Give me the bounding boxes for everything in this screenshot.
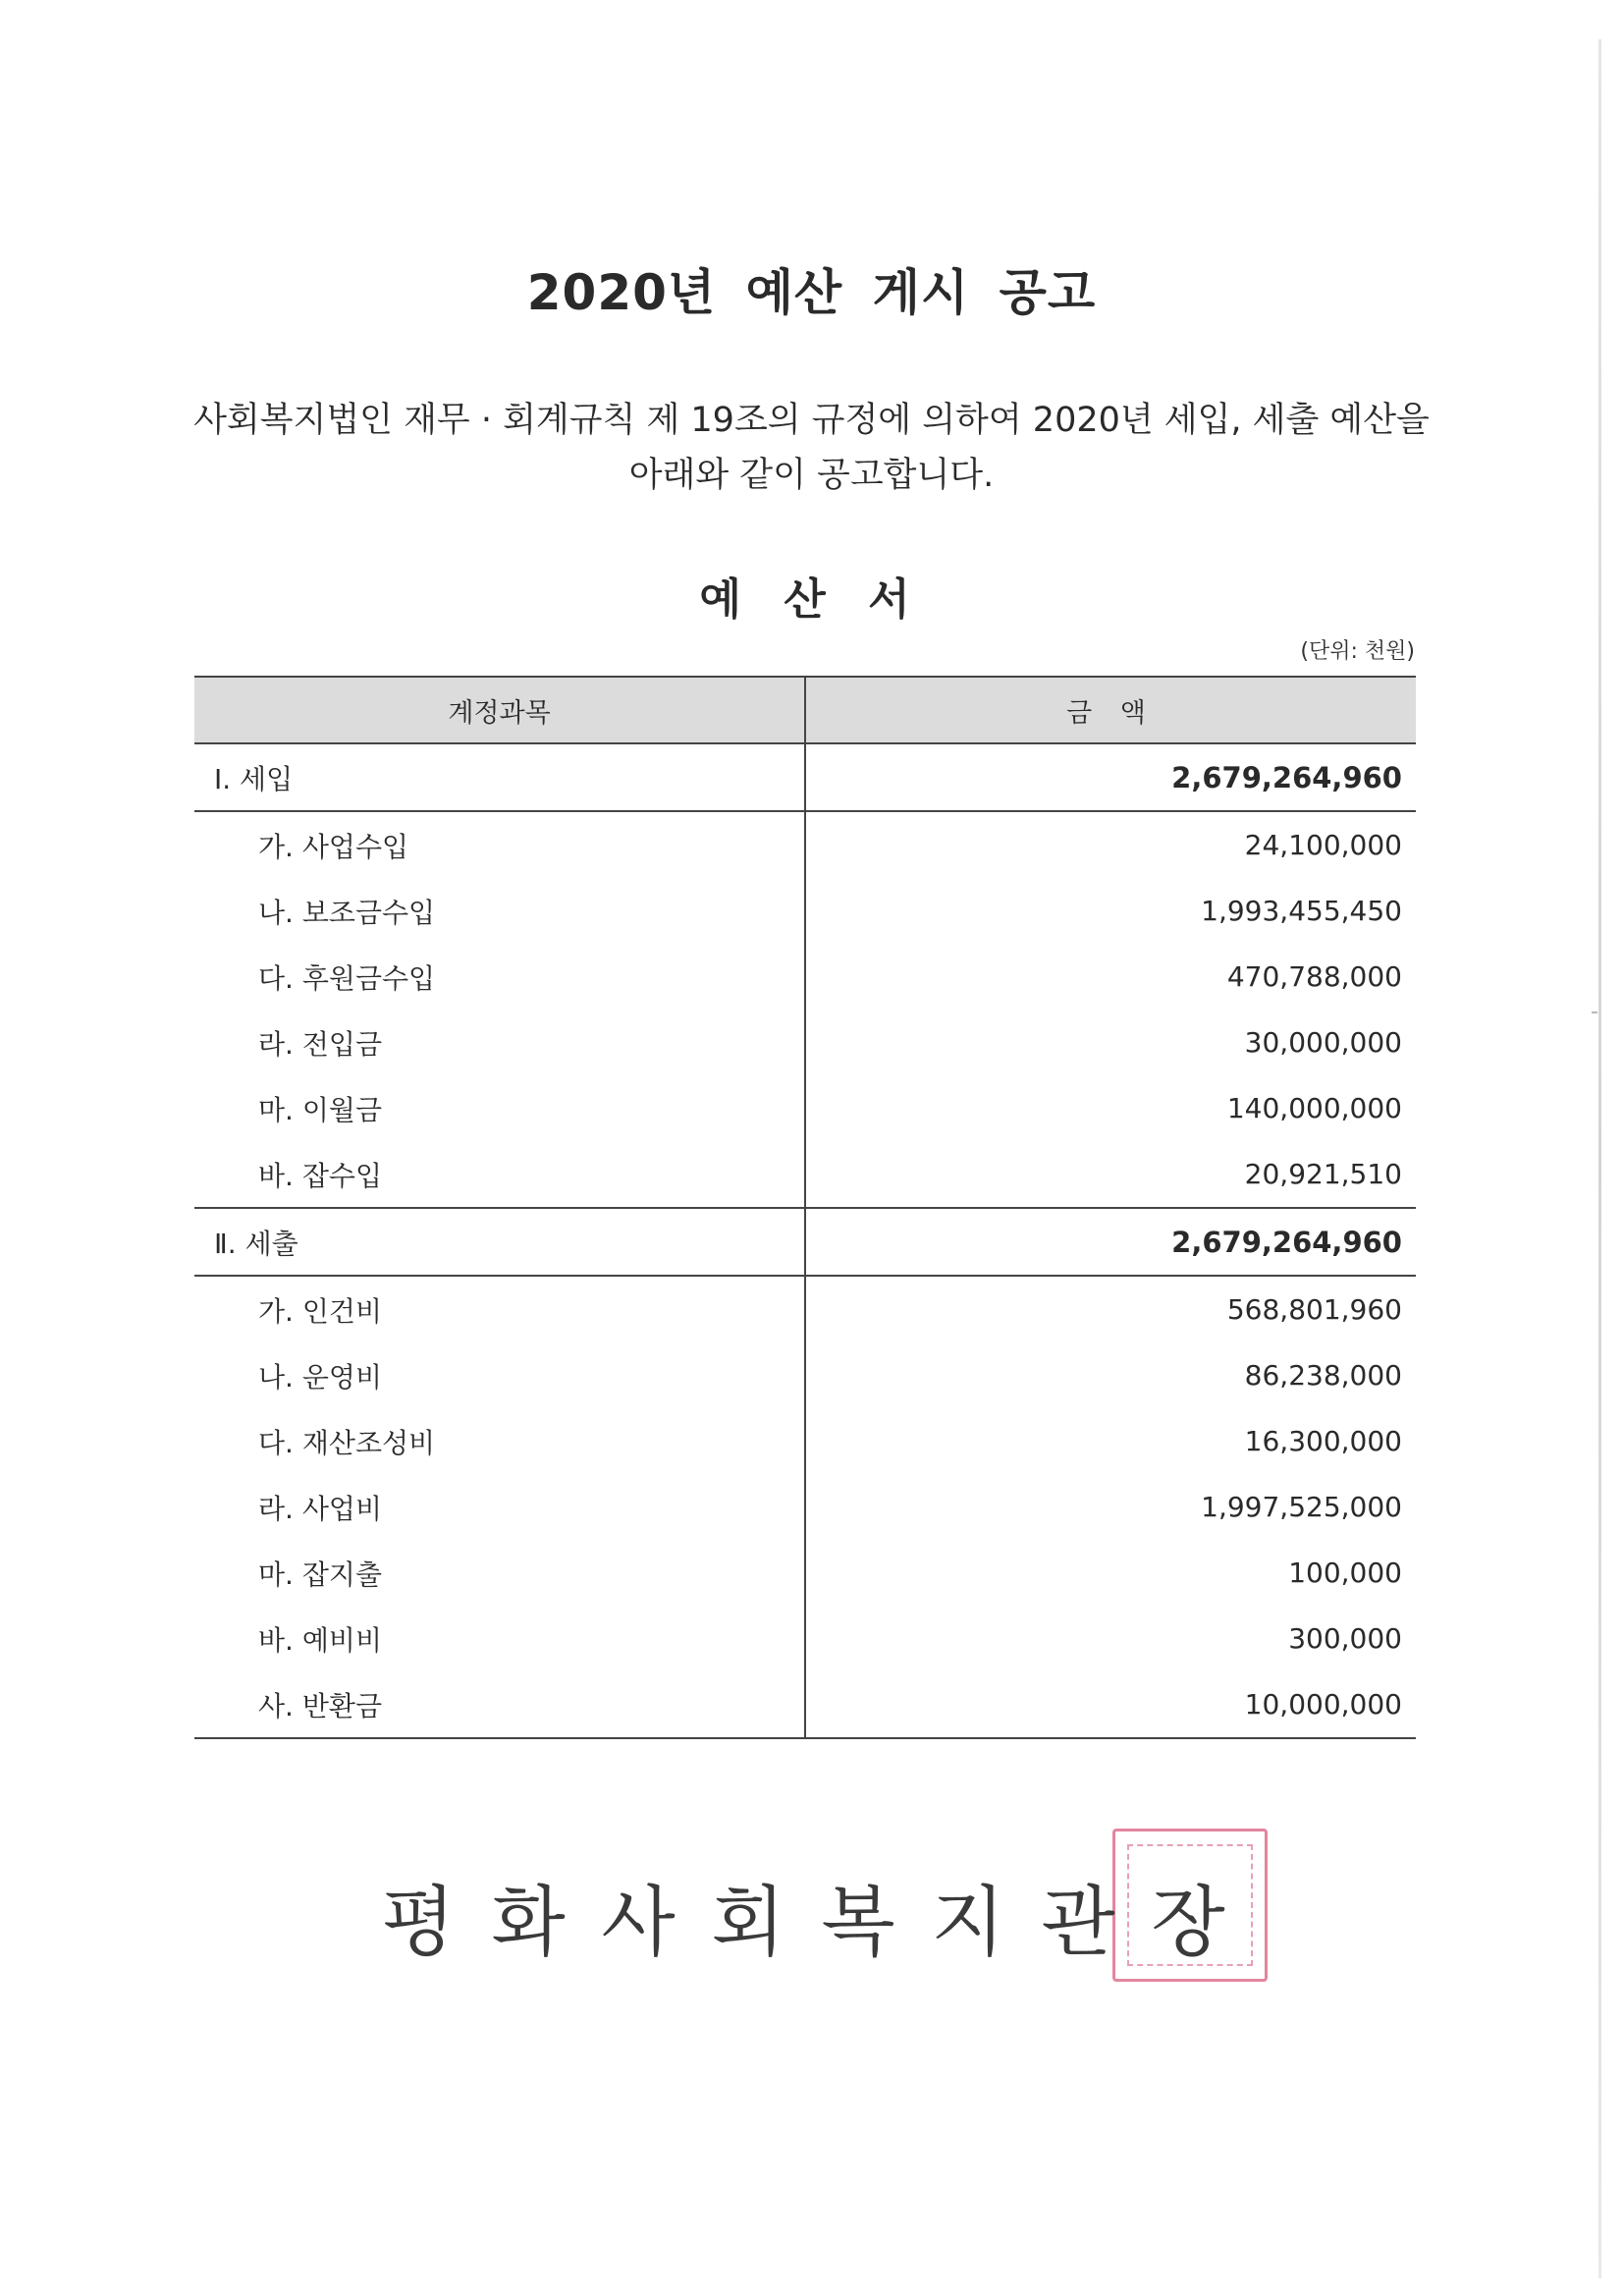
item-label: 다. 후원금수입	[194, 944, 806, 1010]
table-row	[194, 1671, 1416, 1737]
table-row	[194, 1606, 1416, 1671]
intro-paragraph	[147, 393, 1476, 503]
section-label: Ⅱ. 세출	[194, 1209, 806, 1275]
intro-line-2: 아래와 같이 공고합니다.	[628, 456, 995, 495]
item-amount: 30,000,000	[1244, 1026, 1402, 1059]
signature-char: 복	[821, 1879, 895, 1967]
item-label: 가. 인건비	[194, 1277, 806, 1342]
item-amount: 1,993,455,450	[1201, 895, 1402, 927]
signature-char: 장	[1151, 1879, 1225, 1967]
item-label: 바. 예비비	[194, 1606, 806, 1671]
section-total: 2,679,264,960	[1171, 760, 1402, 794]
table-row	[194, 1141, 1416, 1207]
table-header-row	[194, 678, 1416, 744]
item-amount: 470,788,000	[1226, 960, 1402, 993]
section-total: 2,679,264,960	[1171, 1225, 1402, 1259]
page-title: 2020년 예산 게시 공고	[526, 264, 1097, 321]
signature-char: 관	[1041, 1879, 1115, 1967]
section-label: Ⅰ. 세입	[194, 744, 806, 810]
section-row-revenue	[194, 744, 1416, 810]
signature-char: 지	[931, 1879, 1005, 1967]
table-row	[194, 1342, 1416, 1408]
signature-char: 평	[381, 1879, 456, 1967]
item-amount: 100,000	[1288, 1557, 1402, 1589]
item-amount: 1,997,525,000	[1201, 1491, 1402, 1523]
item-label: 마. 잡지출	[194, 1540, 806, 1606]
item-amount: 86,238,000	[1244, 1359, 1402, 1392]
item-label: 라. 전입금	[194, 1010, 806, 1075]
item-label: 나. 보조금수입	[194, 878, 806, 944]
item-label: 바. 잡수입	[194, 1141, 806, 1207]
header-account: 계정과목	[194, 678, 806, 742]
item-label: 마. 이월금	[194, 1075, 806, 1141]
intro-line-1: 사회복지법인 재무 · 회계규칙 제 19조의 규정에 의하여 2020년 세입, 세출 예산을	[193, 401, 1430, 440]
item-amount: 20,921,510	[1244, 1158, 1402, 1190]
scan-edge	[1598, 39, 1601, 2278]
item-label: 나. 운영비	[194, 1342, 806, 1408]
item-label: 사. 반환금	[194, 1671, 806, 1737]
item-amount: 568,801,960	[1226, 1293, 1402, 1326]
document-title: 예 산 서	[699, 574, 924, 625]
table-row	[194, 1275, 1416, 1342]
unit-label: (단위: 천원)	[1300, 639, 1415, 664]
section-row-expenditure	[194, 1207, 1416, 1275]
table-row	[194, 1075, 1416, 1141]
item-label: 다. 재산조성비	[194, 1408, 806, 1474]
item-amount: 300,000	[1288, 1622, 1402, 1655]
table-row	[194, 1474, 1416, 1540]
header-amount: 금 액	[1066, 697, 1156, 729]
signature-char: 사	[601, 1879, 676, 1967]
scan-mark	[1592, 1011, 1597, 1013]
table-row	[194, 878, 1416, 944]
table-row	[194, 944, 1416, 1010]
item-label: 가. 사업수입	[194, 812, 806, 878]
table-row	[194, 1010, 1416, 1075]
signature-char: 화	[491, 1879, 566, 1967]
budget-table	[194, 676, 1416, 1739]
item-amount: 10,000,000	[1244, 1688, 1402, 1721]
organization-signature	[363, 1861, 1243, 1971]
table-row	[194, 1540, 1416, 1606]
item-amount: 140,000,000	[1226, 1092, 1402, 1124]
table-row	[194, 1408, 1416, 1474]
item-amount: 16,300,000	[1244, 1425, 1402, 1457]
table-row	[194, 810, 1416, 878]
item-amount: 24,100,000	[1244, 829, 1402, 861]
signature-char: 회	[711, 1879, 785, 1967]
item-label: 라. 사업비	[194, 1474, 806, 1540]
